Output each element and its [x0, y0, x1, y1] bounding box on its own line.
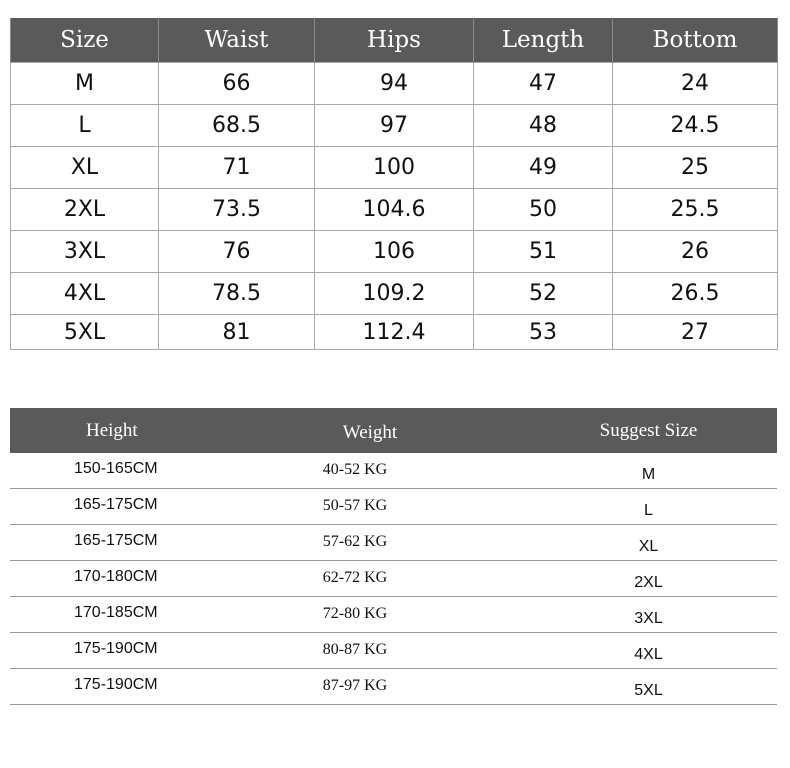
cell-bottom: 25 — [613, 147, 778, 189]
cell-weight: 62-72 KG — [220, 561, 520, 597]
cell-bottom: 24.5 — [613, 105, 778, 147]
cell-hips: 94 — [315, 63, 474, 105]
cell-bottom: 26 — [613, 231, 778, 273]
suggest-table-header — [10, 408, 777, 453]
header-bottom: Bottom — [613, 18, 778, 63]
cell-waist: 68.5 — [159, 105, 315, 147]
table-row — [10, 633, 777, 669]
size-measurement-table — [10, 18, 778, 350]
table-row — [11, 315, 778, 350]
cell-height: 165-175CM — [10, 489, 220, 525]
table-row — [10, 561, 777, 597]
cell-length: 47 — [474, 63, 613, 105]
cell-suggest-size: 3XL — [520, 597, 777, 633]
cell-length: 53 — [474, 315, 613, 350]
cell-bottom: 24 — [613, 63, 778, 105]
cell-hips: 97 — [315, 105, 474, 147]
cell-hips: 104.6 — [315, 189, 474, 231]
header-weight: Weight — [220, 408, 520, 453]
cell-waist: 66 — [159, 63, 315, 105]
cell-size: M — [11, 63, 159, 105]
table-row — [11, 273, 778, 315]
cell-bottom: 27 — [613, 315, 778, 350]
suggest-size-table — [10, 408, 777, 705]
table-row — [11, 231, 778, 273]
header-size: Size — [11, 18, 159, 63]
cell-waist: 76 — [159, 231, 315, 273]
cell-waist: 71 — [159, 147, 315, 189]
cell-waist: 81 — [159, 315, 315, 350]
header-suggest-size: Suggest Size — [520, 408, 777, 453]
cell-hips: 100 — [315, 147, 474, 189]
cell-length: 50 — [474, 189, 613, 231]
header-hips: Hips — [315, 18, 474, 63]
cell-height: 175-190CM — [10, 669, 220, 705]
cell-size: XL — [11, 147, 159, 189]
cell-weight: 72-80 KG — [220, 597, 520, 633]
cell-size: L — [11, 105, 159, 147]
cell-hips: 112.4 — [315, 315, 474, 350]
cell-bottom: 26.5 — [613, 273, 778, 315]
table-row — [10, 597, 777, 633]
cell-suggest-size: XL — [520, 525, 777, 561]
cell-waist: 78.5 — [159, 273, 315, 315]
table-row — [11, 105, 778, 147]
table-row — [10, 669, 777, 705]
cell-height: 170-185CM — [10, 597, 220, 633]
cell-height: 170-180CM — [10, 561, 220, 597]
table-row — [11, 147, 778, 189]
table-row — [11, 63, 778, 105]
header-waist: Waist — [159, 18, 315, 63]
cell-waist: 73.5 — [159, 189, 315, 231]
table-row — [11, 189, 778, 231]
cell-weight: 87-97 KG — [220, 669, 520, 705]
cell-weight: 40-52 KG — [220, 453, 520, 489]
cell-hips: 109.2 — [315, 273, 474, 315]
cell-length: 49 — [474, 147, 613, 189]
size-table-header — [11, 18, 778, 63]
cell-suggest-size: 5XL — [520, 669, 777, 705]
cell-bottom: 25.5 — [613, 189, 778, 231]
table-row — [10, 453, 777, 489]
cell-size: 2XL — [11, 189, 159, 231]
cell-length: 52 — [474, 273, 613, 315]
cell-size: 3XL — [11, 231, 159, 273]
cell-hips: 106 — [315, 231, 474, 273]
cell-weight: 80-87 KG — [220, 633, 520, 669]
cell-weight: 57-62 KG — [220, 525, 520, 561]
cell-length: 48 — [474, 105, 613, 147]
header-length: Length — [474, 18, 613, 63]
cell-suggest-size: 4XL — [520, 633, 777, 669]
cell-size: 5XL — [11, 315, 159, 350]
cell-height: 150-165CM — [10, 453, 220, 489]
header-height: Height — [10, 408, 220, 453]
cell-length: 51 — [474, 231, 613, 273]
cell-height: 165-175CM — [10, 525, 220, 561]
cell-size: 4XL — [11, 273, 159, 315]
cell-weight: 50-57 KG — [220, 489, 520, 525]
table-row — [10, 525, 777, 561]
cell-suggest-size: L — [520, 489, 777, 525]
cell-suggest-size: 2XL — [520, 561, 777, 597]
cell-suggest-size: M — [520, 453, 777, 489]
table-row — [10, 489, 777, 525]
cell-height: 175-190CM — [10, 633, 220, 669]
